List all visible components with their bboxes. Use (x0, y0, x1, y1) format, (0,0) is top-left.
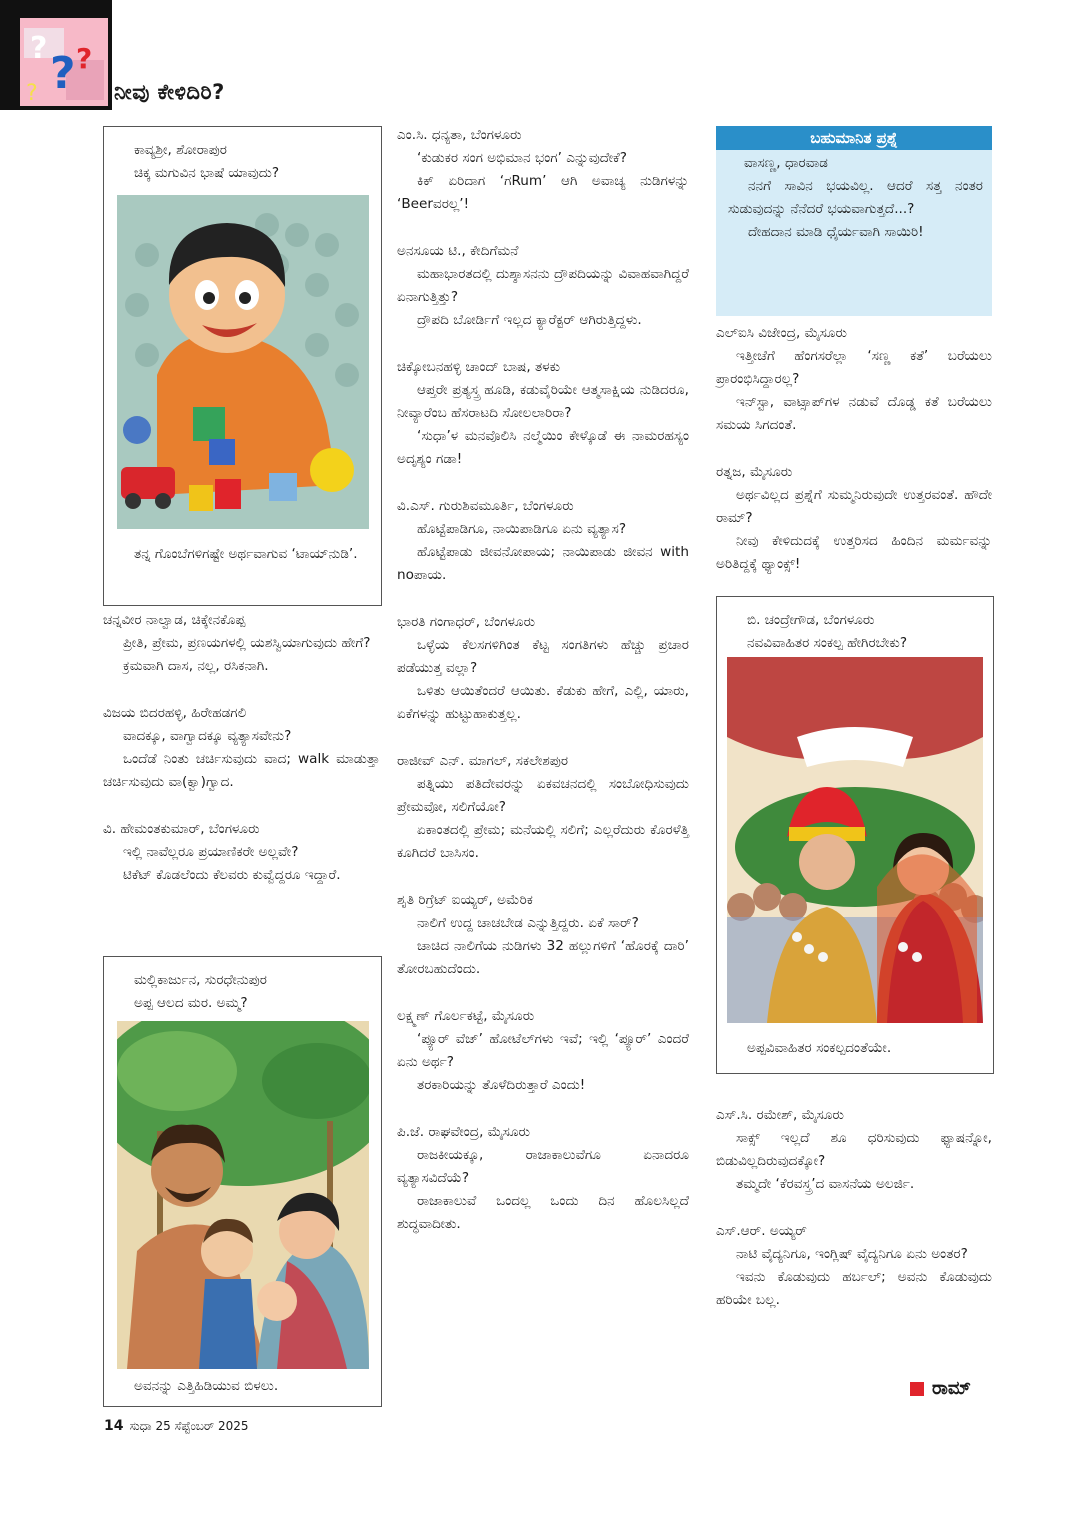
qa-question: ನಾಟಿ ವೈದ್ಯನಿಗೂ, ಇಂಗ್ಲಿಷ್ ವೈದ್ಯನಿಗೂ ಏನು ಅಂತರ? (736, 1246, 968, 1262)
qa-from: ಬಿ. ಚಂದ್ರೇಗೌಡ, ಬೆಂಗಳೂರು (747, 612, 875, 628)
svg-text:?: ? (50, 48, 76, 99)
qa-from: ಚಿಕ್ಕೋಬನಹಳ್ಳಿ ಚಾಂದ್ ಬಾಷ, ತಳಕು (397, 359, 561, 375)
qa-question: ಅಪ್ಪ ಆಲದ ಮರ. ಅಮ್ಮ? (134, 995, 248, 1011)
qa-from: ಎಲ್‌ಐಸಿ ವಿಜೇಂದ್ರ, ಮೈಸೂರು (716, 325, 847, 341)
column-3-text-bottom (716, 1104, 992, 1336)
qa-item (397, 889, 689, 981)
qa-item (397, 611, 689, 726)
qa-from: ಕಾವ್ಯಶ್ರೀ, ಶೋರಾಪುರ (134, 142, 227, 158)
qa-answer: ದ್ರೌಪದಿ ಬೋರ್ಡಿಗೆ ಇಲ್ಲದ ಕ್ಯಾರೆಕ್ಟರ್ ಆಗಿರುತ್ತಿದ್ದಳು. (417, 312, 642, 328)
qa-question: ಸಾಕ್ಸ್ ಇಲ್ಲದೆ ಶೂ ಧರಿಸುವುದು ಫ್ಯಾಷನ್ನೋ, ಬಿಡುವಿಲ್ಲದಿರುವುದಕ್ಕೋ? (716, 1130, 992, 1169)
qa-from: ವಾಸಣ್ಣ, ಧಾರವಾಡ (744, 155, 828, 171)
qa-from: ಪಿ.ಜೆ. ರಾಘವೇಂದ್ರ, ಮೈಸೂರು (397, 1124, 531, 1140)
qa-from: ಭಾರತಿ ಗಂಗಾಧರ್, ಬೆಂಗಳೂರು (397, 614, 536, 630)
qa-from: ರತ್ನಜ, ಮೈಸೂರು (716, 464, 793, 480)
cartoon-caption: ಅವನನ್ನು ಎತ್ತಿಹಿಡಿಯುವ ಬಿಳಲು. (134, 1378, 279, 1394)
qa-answer: ಟಿಕೆಟ್ ಕೊಡಲೆಂದು ಕೆಲವರು ಕುವ್ವೆದ್ದರೂ ಇದ್ದಾರೆ. (123, 867, 341, 883)
qa-answer: ತಮ್ಮದೇ ‘ಕೆರವಸ್ತ್ರ’ದ ವಾಸನೆಯ ಅಲರ್ಜಿ. (736, 1176, 915, 1192)
author-name: ರಾಮ್ (932, 1378, 971, 1399)
qa-item (397, 356, 689, 471)
qa-item (397, 124, 689, 216)
qa-question: ವಾದಕ್ಕೂ, ವಾಗ್ವಾದಕ್ಕೂ ವ್ಯತ್ಯಾಸವೇನು? (123, 728, 292, 744)
qa-answer: ಚಾಚಿದ ನಾಲಿಗೆಯ ನುಡಿಗಳು 32 ಹಲ್ಲುಗಳಿಗೆ ‘ಹೊರಕ್ಕೆ ದಾರಿ’ ತೋರಬಹುದೆಂದು. (397, 938, 689, 977)
svg-text:?: ? (26, 81, 38, 106)
page-number: 14 (104, 1418, 124, 1434)
column-3-text-top (716, 322, 992, 600)
qa-from: ವಿ.ಎಸ್. ಗುರುಶಿವಮೂರ್ತಿ, ಬೆಂಗಳೂರು (397, 498, 574, 514)
qa-item (716, 1220, 992, 1312)
qa-item (103, 609, 380, 678)
qa-item (716, 322, 992, 437)
qa-answer: ರಾಜಾಕಾಲುವೆ ಒಂದಲ್ಲ ಒಂದು ದಿನ ಹೊಲಸಿಲ್ಲದೆ ಶುದ್ಧವಾದೀತು. (397, 1193, 689, 1232)
footer-text: ಸುಧಾ 25 ಸೆಪ್ಟೆಂಬರ್ 2025 (129, 1419, 249, 1433)
qa-question: ಇಲ್ಲಿ ನಾವೆಲ್ಲರೂ ಪ್ರಯಾಣಿಕರೇ ಅಲ್ಲವೇ? (123, 844, 299, 860)
cartoon-box-2 (103, 956, 382, 1407)
qa-from: ವಿಜಯ ಬಿದರಹಳ್ಳಿ, ಹಿರೇಹಡಗಲಿ (103, 705, 247, 721)
qa-answer: ಹೊಟ್ಟೆಪಾಡು ಜೀವನೋಪಾಯ; ನಾಯಿಪಾಡು ಜೀವನ with noಪಾಯ. (397, 544, 689, 583)
qa-from: ಎಸ್.ಸಿ. ರಮೇಶ್, ಮೈಸೂರು (716, 1107, 844, 1123)
qa-question: ‘ಪ್ಯೂರ್ ವೆಜ್’ ಹೋಟೆಲ್‌ಗಳು ಇವೆ; ಇಲ್ಲಿ ‘ಪ್ಯೂರ್’ ಎಂದರೆ ಏನು ಅರ್ಥ? (397, 1031, 689, 1070)
qa-item (397, 1121, 689, 1236)
qa-answer: ತರಕಾರಿಯನ್ನು ತೊಳೆದಿರುತ್ತಾರೆ ಎಂದು! (417, 1077, 586, 1093)
qa-item (397, 750, 689, 865)
qa-from: ಮಲ್ಲಿಕಾರ್ಜುನ, ಸುರಧೇನುಪುರ (134, 972, 267, 988)
author-signature (910, 1378, 971, 1399)
qa-item (103, 818, 380, 887)
cartoon-box-1 (103, 126, 382, 606)
qa-question: ಪ್ರೀತಿ, ಪ್ರೇಮ, ಪ್ರಣಯಗಳಲ್ಲಿ ಯಶಸ್ವಿಯಾಗುವುದು ಹೇಗೆ? (123, 635, 371, 651)
qa-answer: ಏಕಾಂತದಲ್ಲಿ ಪ್ರೇಮ; ಮನೆಯಲ್ಲಿ ಸಲಿಗೆ; ಎಲ್ಲರೆದುರು ಕೊರಳೆತ್ತಿ ಕೂಗಿದರೆ ಬಾಸಿಸಂ. (397, 822, 689, 861)
qa-from: ಎಸ್.ಆರ್. ಅಯ್ಯರ್ (716, 1223, 807, 1239)
page-footer (104, 1418, 248, 1434)
qa-from: ಲಕ್ಷ್ಮಣ್ ಗೊರ್ಲಕಟ್ಟೆ, ಮೈಸೂರು (397, 1008, 535, 1024)
qa-answer: ‘ಸುಧಾ’ಳ ಮನವೊಲಿಸಿ ನಲ್ಮೆಯಿಂ ಕೇಳ್ಕೊಡೆ ಈ ನಾಮರಹಸ್ಯಂ ಅದೃಶ್ಯಂ ಗಡಾ! (397, 428, 689, 467)
child-toys-illustration (117, 195, 369, 529)
qa-question: ಅರ್ಥವಿಲ್ಲದ ಪ್ರಶ್ನೆಗೆ ಸುಮ್ಮನಿರುವುದೇ ಉತ್ತರವಂತೆ. ಹೌದೇ ರಾಮ್? (716, 487, 992, 526)
qa-from: ವಿ. ಹೇಮಂತಕುಮಾರ್, ಬೆಂಗಳೂರು (103, 821, 260, 837)
cartoon-caption: ತನ್ನ ಗೊಂಬೆಗಳಿಗಷ್ಟೇ ಅರ್ಥವಾಗುವ ‘ಟಾಯ್‌ನುಡಿ’. (134, 546, 358, 562)
cartoon-caption: ಅಪ್ಪವಿವಾಹಿತರ ಸಂಕಲ್ಪದಂತೆಯೇ. (747, 1040, 892, 1056)
qa-answer: ಇವನು ಕೊಡುವುದು ಹರ್ಬಲ್; ಅವನು ಕೊಡುವುದು ಹರಿಯೇ ಬಲ್ಲ. (716, 1269, 992, 1308)
cartoon-box-3 (716, 596, 994, 1074)
qa-item (397, 495, 689, 587)
qa-question: ಇತ್ತೀಚೆಗೆ ಹೆಂಗಸರೆಲ್ಲಾ ‘ಸಣ್ಣ ಕತೆ’ ಬರೆಯಲು ಪ್ರಾರಂಭಿಸಿದ್ದಾರಲ್ಲ? (716, 348, 992, 387)
qa-answer: ದೇಹದಾನ ಮಾಡಿ ಧೈರ್ಯವಾಗಿ ಸಾಯಿರಿ! (748, 224, 924, 240)
svg-text:?: ? (30, 31, 48, 66)
qa-from: ಶೃತಿ ರಿಗ್ರೆಟ್ ಐಯ್ಯರ್, ಅಮೆರಿಕ (397, 892, 533, 908)
family-banyan-illustration (117, 1021, 369, 1369)
page-title: ನೀವು ಕೇಳಿದಿರಿ? (114, 80, 225, 104)
column-2-text (397, 124, 689, 1260)
qa-question: ನವವಿವಾಹಿತರ ಸಂಕಲ್ಪ ಹೇಗಿರಬೇಕು? (747, 635, 908, 651)
qa-question: ರಾಜಕೀಯಕ್ಕೂ, ರಾಜಾಕಾಲುವೆಗೂ ಏನಾದರೂ ವ್ಯತ್ಯಾಸವಿದೆಯೆ? (397, 1147, 689, 1186)
qa-question: ‘ಕುಡುಕರ ಸಂಗ ಅಭಿಮಾನ ಭಂಗ’ ಎನ್ನುವುದೇಕೆ? (417, 150, 627, 166)
qa-item (103, 702, 380, 794)
column-1-text (103, 609, 380, 911)
qa-question: ನಾಲಿಗೆ ಉದ್ದ ಚಾಚಬೇಡ ಎನ್ನುತ್ತಿದ್ದರು. ಏಕೆ ಸಾರ್? (417, 915, 639, 931)
qa-item (397, 240, 689, 332)
qa-answer: ಕಿಕ್ ಏರಿದಾಗ ‘ಗRum’ ಆಗಿ ಅವಾಚ್ಯ ನುಡಿಗಳನ್ನು ‘Beerವರಲ್ಲ’! (397, 173, 689, 212)
prize-question-body (728, 152, 983, 244)
qa-from: ಎಂ.ಸಿ. ಧನ್ಯತಾ, ಬೆಂಗಳೂರು (397, 127, 522, 143)
qa-question: ಆಪ್ತರೇ ಪ್ರತ್ಯಸ್ತ್ರ ಹೂಡಿ, ಕಡುವೈರಿಯೇ ಆತ್ಮಸಾಕ್ಷಿಯ ನುಡಿದರೂ, ನೀವ್ಯಾರೆಂಬ ಹೆಸರಾಟದಿ ಸೋಲಲಾರಿರಾ? (397, 382, 689, 421)
qa-answer: ಒಂದೆಡೆ ನಿಂತು ಚರ್ಚಿಸುವುದು ವಾದ; walk ಮಾಡುತ್ತಾ ಚರ್ಚಿಸುವುದು ವಾ(ಕ್ವಾ)ಗ್ವಾದ. (103, 751, 380, 790)
svg-text:?: ? (76, 42, 93, 75)
qa-question: ಒಳ್ಳೆಯ ಕೆಲಸಗಳಿಗಿಂತ ಕೆಟ್ಟ ಸಂಗತಿಗಳು ಹೆಚ್ಚು ಪ್ರಚಾರ ಪಡೆಯುತ್ತ ವಲ್ಲಾ? (397, 637, 689, 676)
qa-item (716, 1104, 992, 1196)
qa-item (397, 1005, 689, 1097)
qa-answer: ನೀವು ಕೇಳಿದುದಕ್ಕೆ ಉತ್ತರಿಸದ ಹಿಂದಿನ ಮರ್ಮವನ್ನು ಅರಿತಿದ್ದಕ್ಕೆ ಥ್ಯಾಂಕ್ಸ್! (716, 533, 992, 572)
wedding-couple-illustration (727, 657, 983, 1023)
qa-question: ಹೊಟ್ಟೆಪಾಡಿಗೂ, ನಾಯಿಪಾಡಿಗೂ ಏನು ವ್ಯತ್ಯಾಸ? (417, 521, 627, 537)
prize-question-heading: ಬಹುಮಾನಿತ ಪ್ರಶ್ನೆ (716, 126, 992, 150)
qa-item (716, 461, 992, 576)
qa-question: ಚಿಕ್ಕ ಮಗುವಿನ ಭಾಷೆ ಯಾವುದು? (134, 165, 280, 181)
qa-from: ಅನಸೂಯ ಟಿ., ಕೇದಿಗೆಮನೆ (397, 243, 519, 259)
qa-question: ಮಹಾಭಾರತದಲ್ಲಿ ದುಶ್ಶಾಸನನು ದ್ರೌಪದಿಯನ್ನು ವಿವಾಹವಾಗಿದ್ದರೆ ಏನಾಗುತ್ತಿತ್ತು? (397, 266, 689, 305)
red-square-icon (910, 1382, 924, 1396)
qa-answer: ಕ್ರಮವಾಗಿ ದಾಸ, ನಲ್ಲ, ರಸಿಕನಾಗಿ. (123, 658, 269, 674)
question-marks-icon (20, 18, 108, 106)
qa-answer: ಒಳಿತು ಆಯಿತೆಂದರೆ ಆಯಿತು. ಕೆಡುಕು ಹೇಗೆ, ಎಲ್ಲಿ, ಯಾರು, ಏಕೆಗಳನ್ನು ಹುಟ್ಟುಹಾಕುತ್ತಲ್ಲ. (397, 683, 689, 722)
qa-from: ಚನ್ನವೀರ ನಾಲ್ವಾಡ, ಚಿಕ್ಕೇನಕೊಪ್ಪ (103, 612, 246, 628)
qa-from: ರಾಜೀವ್ ಎನ್. ಮಾಗಲ್, ಸಕಲೇಶಪುರ (397, 753, 569, 769)
qa-question: ನನಗೆ ಸಾವಿನ ಭಯವಿಲ್ಲ. ಆದರೆ ಸತ್ತ ನಂತರ ಸುಡುವುದನ್ನು ನೆನೆದರೆ ಭಯವಾಗುತ್ತದೆ...? (728, 178, 983, 217)
qa-answer: ಇನ್‌ಸ್ಟಾ, ವಾಟ್ಸಾಪ್‌ಗಳ ನಡುವೆ ದೊಡ್ಡ ಕತೆ ಬರೆಯಲು ಸಮಯ ಸಿಗದಂತೆ. (716, 394, 992, 433)
qa-question: ಪತ್ನಿಯು ಪತಿದೇವರನ್ನು ಏಕವಚನದಲ್ಲಿ ಸಂಬೋಧಿಸುವುದು ಪ್ರೇಮವೋ, ಸಲಿಗೆಯೋ? (397, 776, 689, 815)
